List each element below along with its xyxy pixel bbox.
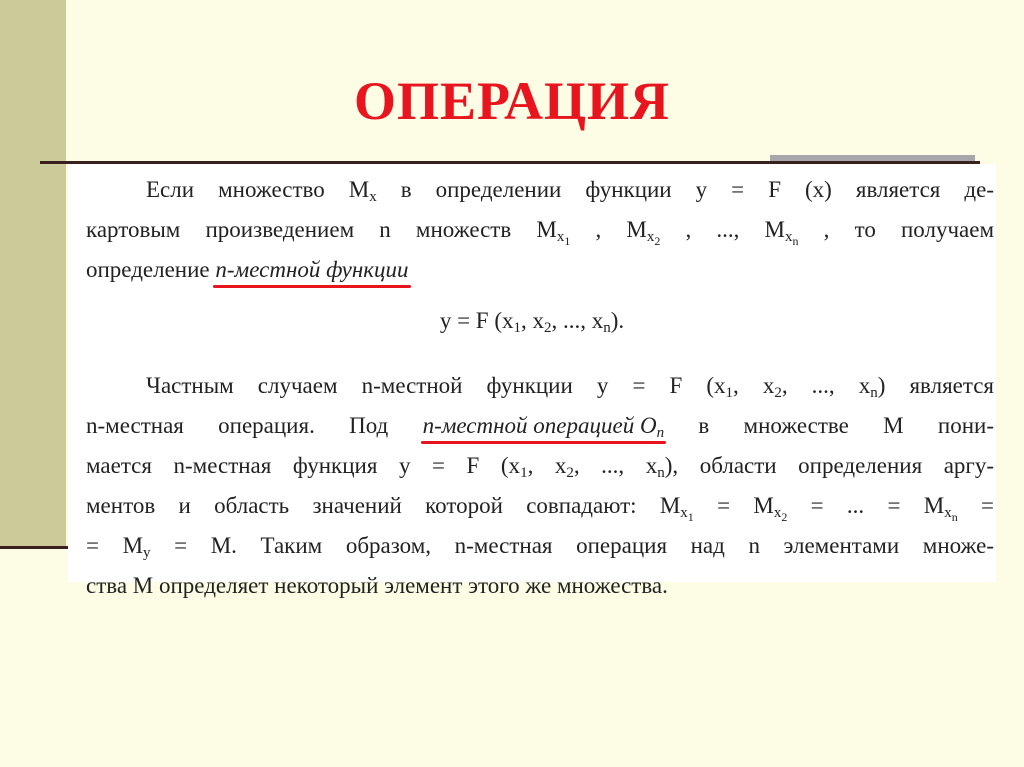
paragraph-operation — [86, 366, 994, 606]
text-line: n-местная операция. Под n-местной операцией $O_n$ в множестве M пони- — [86, 406, 994, 446]
term-n-ary-operation: n-местной операцией $O_n$ — [423, 406, 665, 446]
content-box — [68, 164, 996, 598]
text-line: Частным случаем n-местной функции y = F ($x_1$, $x_2$, ..., $x_n$) является — [146, 373, 995, 401]
text-line: определение n-местной функции — [86, 250, 994, 290]
formula-function: y = F ($x_1$, $x_2$, ..., $x_n$). — [439, 308, 625, 336]
paragraph-definition — [86, 170, 994, 290]
text-line: ментов и область значений которой совпадают: $M_{x_1} = M_{x_2}$ = ... = $M_{x_n}$ = — [86, 493, 994, 524]
text-line: мается n-местная функция y = F ($x_1$, $x_2$, ..., $x_n$), области определения аргу- — [86, 453, 995, 481]
term-n-ary-function: n-местной функции — [215, 250, 408, 290]
text-line: картовым произведением n множеств $M_{x_1}$ , $M_{x_2}$ , ..., $M_{x_n}$ , то получаем — [86, 217, 995, 248]
text-line: Если множество $M_x$ в определении функции y = F (x) является де- — [146, 177, 994, 205]
text-line: = $M_y = M$. Таким образом, n-местная операция над n элементами множе- — [86, 533, 995, 561]
text-line: ства M определяет некоторый элемент этого же множества. — [86, 573, 668, 598]
slide-title: ОПЕРАЦИЯ — [353, 71, 671, 131]
